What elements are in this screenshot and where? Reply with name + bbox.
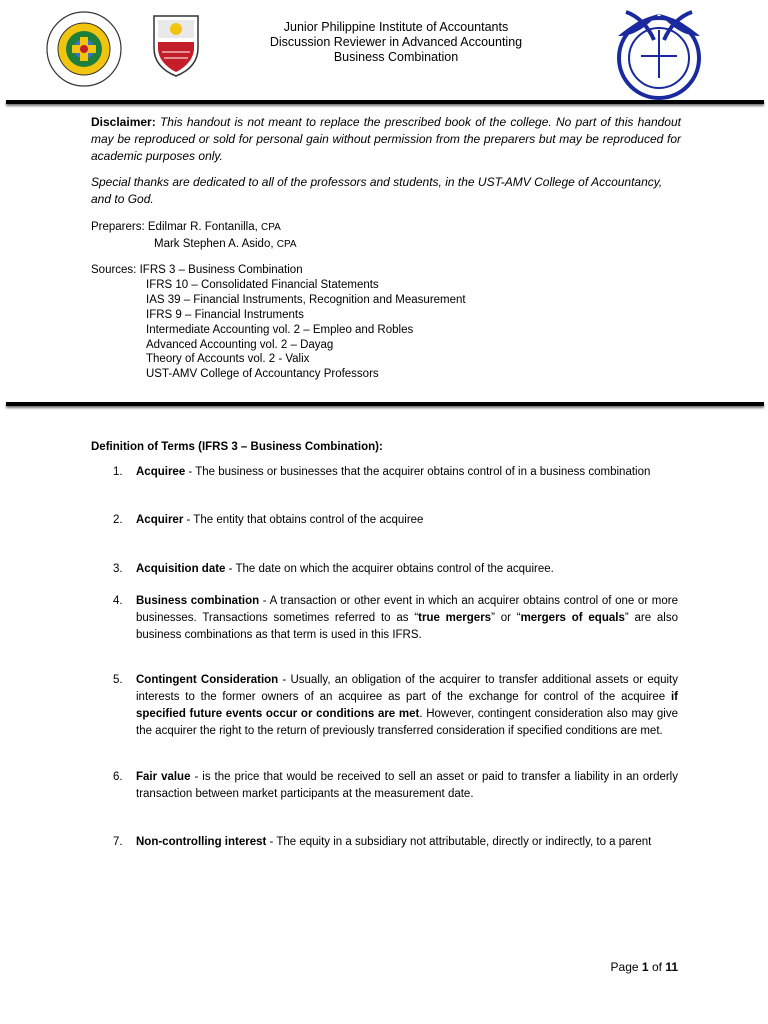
definition-term: Non-controlling interest xyxy=(136,836,267,848)
definition-item-business-combination xyxy=(113,593,678,644)
page-current: 1 xyxy=(641,960,649,974)
sources-block xyxy=(91,263,466,382)
page-of-label: of xyxy=(651,960,662,974)
definition-emphasis: mergers of equals xyxy=(520,612,625,624)
preparers-block xyxy=(91,219,297,253)
ust-seal-logo xyxy=(45,10,123,88)
page-total: 11 xyxy=(665,960,678,974)
definition-term: Contingent Consideration xyxy=(136,674,279,686)
source-item: IFRS 3 – Business Combination xyxy=(139,264,303,276)
top-divider xyxy=(6,100,764,104)
definition-text: - The entity that obtains control of the acquiree xyxy=(183,514,424,526)
jpia-logo xyxy=(606,6,712,102)
header-line-2: Discussion Reviewer in Advanced Accounting xyxy=(269,35,523,49)
disclaimer-label: Disclaimer: xyxy=(91,115,156,129)
definition-item-acquirer xyxy=(113,512,678,529)
definition-number: 2. xyxy=(113,514,123,526)
source-item: IFRS 9 – Financial Instruments xyxy=(146,308,304,321)
definition-number: 5. xyxy=(113,674,123,686)
definition-emphasis: true mergers xyxy=(418,612,492,624)
disclaimer-block xyxy=(91,114,681,165)
definition-text: . However, contingent consideration also may give the acquirer the right to the return of previously transferred consideration if specified conditions are met. xyxy=(136,708,678,737)
definition-item-acquiree xyxy=(113,464,678,481)
definition-emphasis: if specified future events occur or conditions are met xyxy=(136,691,678,720)
definition-term: Business combination xyxy=(136,595,260,607)
college-crest-logo xyxy=(150,12,202,78)
definition-text: - The date on which the acquirer obtains control of the acquiree. xyxy=(225,563,554,575)
definition-term: Acquirer xyxy=(136,514,184,526)
source-item: IAS 39 – Financial Instruments, Recognition and Measurement xyxy=(146,293,466,306)
preparers-label: Preparers: xyxy=(91,221,145,233)
definitions-title: Definition of Terms (IFRS 3 – Business Combination): xyxy=(91,441,383,453)
source-item: UST-AMV College of Accountancy Professors xyxy=(146,368,379,381)
definition-text: - is the price that would be received to sell an asset or paid to transfer a liability in an orderly transaction between market participants at the measurement date. xyxy=(136,771,678,800)
definition-number: 7. xyxy=(113,836,123,848)
page-label: Page xyxy=(610,960,639,974)
source-item: Intermediate Accounting vol. 2 – Empleo and Robles xyxy=(146,323,414,336)
preparer-suffix-1: CPA xyxy=(261,222,281,233)
source-item: Theory of Accounts vol. 2 - Valix xyxy=(146,353,310,366)
definition-item-fair-value xyxy=(113,769,678,803)
header-title-block xyxy=(210,20,582,65)
source-item: IFRS 10 – Consolidated Financial Statements xyxy=(146,278,379,291)
definition-number: 3. xyxy=(113,563,123,575)
bottom-divider xyxy=(6,402,764,406)
definition-text: - The equity in a subsidiary not attributable, directly or indirectly, to a parent xyxy=(266,836,652,848)
definition-item-contingent-consideration xyxy=(113,672,678,740)
definition-term: Acquiree xyxy=(136,466,186,478)
definition-text: - A transaction or other event in which an acquirer obtains control of one or more businesses. Transactions sometimes referred to as “ xyxy=(136,595,679,624)
definition-term: Fair value xyxy=(136,771,191,783)
definition-number: 6. xyxy=(113,771,123,783)
definition-text: - The business or businesses that the acquirer obtains control of in a business combination xyxy=(185,466,651,478)
preparer-name-1: Edilmar R. Fontanilla, xyxy=(147,221,258,233)
definition-number: 4. xyxy=(113,595,123,607)
page-number xyxy=(611,960,678,974)
disclaimer-text: This handout is not meant to replace the prescribed book of the college. No part of this handout may be reproduced or sold for personal gain without permission from the preparers but may be reproduced for academic purposes only. xyxy=(91,115,681,163)
definition-number: 1. xyxy=(113,466,123,478)
header-line-3: Business Combination xyxy=(333,50,459,64)
sources-label: Sources: xyxy=(91,264,137,276)
definition-item-non-controlling-interest xyxy=(113,834,678,851)
preparer-suffix-2: CPA xyxy=(276,239,297,250)
header-line-1: Junior Philippine Institute of Accountants xyxy=(283,20,509,34)
source-item: Advanced Accounting vol. 2 – Dayag xyxy=(146,338,334,351)
definition-text: ” are also business combinations as that term is used in this IFRS. xyxy=(136,612,678,641)
definition-item-acquisition-date xyxy=(113,561,678,578)
definition-term: Acquisition date xyxy=(136,563,226,575)
definition-text: - Usually, an obligation of the acquirer to transfer additional assets or equity interests to the former owners of an acquiree as part of the exchange for control of the acquiree xyxy=(136,674,679,703)
thanks-text: Special thanks are dedicated to all of the professors and students, in the UST-AMV College of Accountancy, and to God. xyxy=(91,175,663,206)
preparer-name-2: Mark Stephen A. Asido, xyxy=(154,238,274,250)
definition-text: ” or “ xyxy=(491,612,521,624)
